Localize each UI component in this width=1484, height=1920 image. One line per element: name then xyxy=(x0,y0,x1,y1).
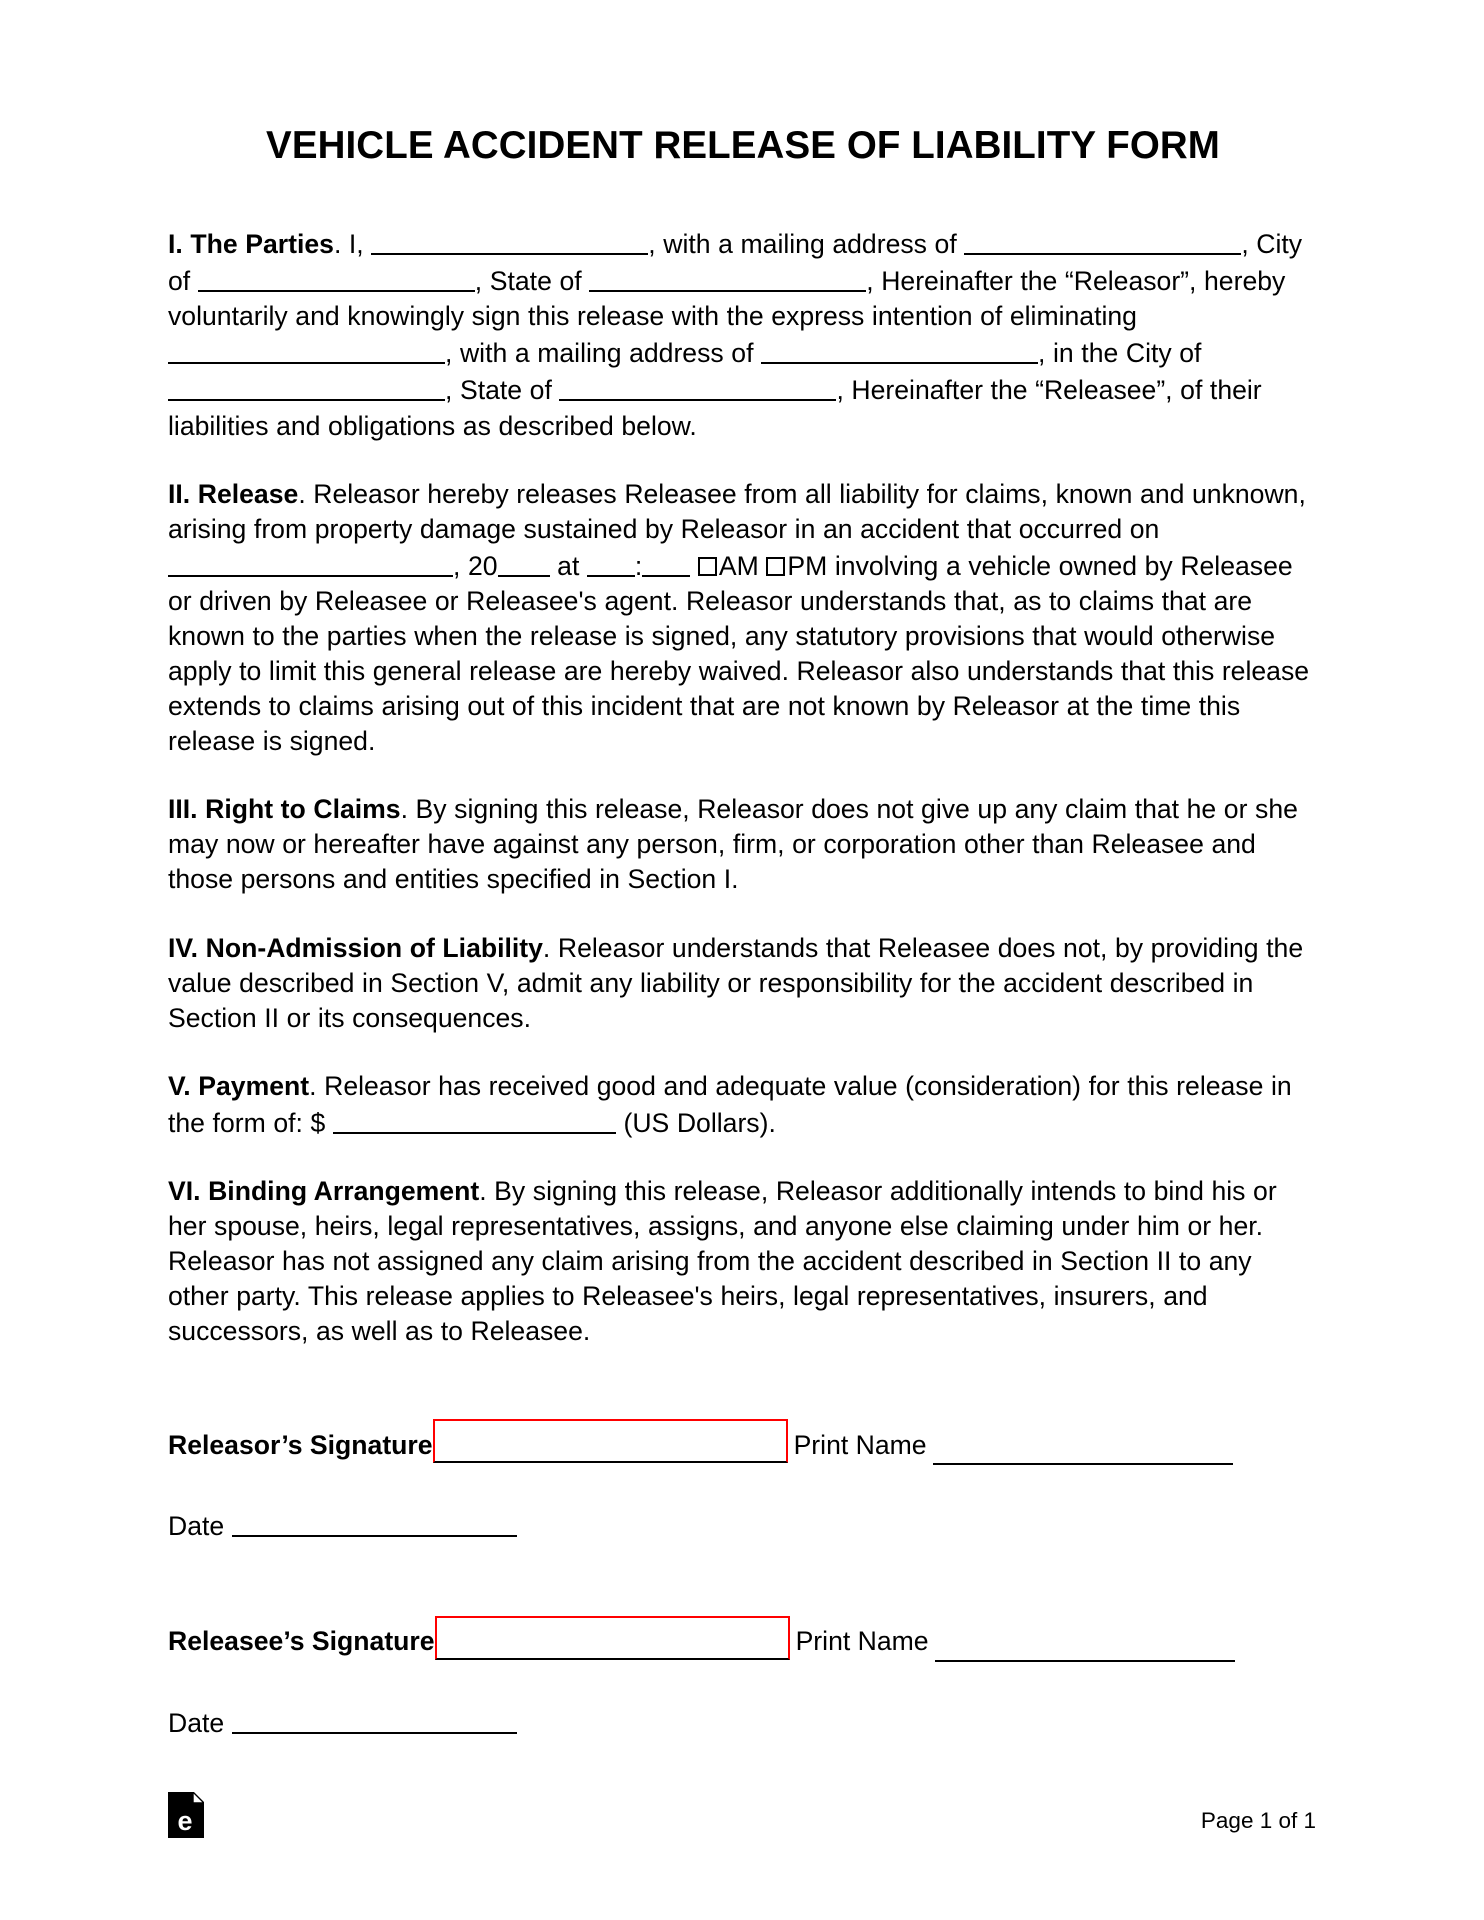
accident-minute-blank[interactable] xyxy=(642,547,690,577)
am-checkbox[interactable] xyxy=(698,557,717,576)
releasee-name-blank[interactable] xyxy=(168,334,445,364)
releasor-signature-field[interactable] xyxy=(433,1419,788,1463)
non-admission-body: . Releasor understands that Releasee does not, by providing the value described in Section V, admit any liability or responsibility for the accident described in Section II or its consequences. xyxy=(168,932,1304,1033)
releasee-date-blank[interactable] xyxy=(232,1704,517,1734)
section-payment xyxy=(168,1069,1318,1141)
accident-year-blank[interactable] xyxy=(498,547,550,577)
signature-area xyxy=(168,1349,1318,1739)
releasor-address-blank[interactable] xyxy=(964,225,1241,255)
releasor-print-name-label: Print Name xyxy=(793,1429,927,1460)
parties-text-1: . I, xyxy=(333,229,372,260)
releasor-signature-row xyxy=(168,1419,1318,1463)
document-content xyxy=(168,0,1318,1739)
binding-body: . By signing this release, Releasor additionally intends to bind his or her spouse, heirs, legal representatives, assigns, and anyone else claiming under him or her. Releasor has not assigned any claim arising from the accident described in Section II to any other party. This release applies to Releasee's heirs, legal representatives, insurers, and successors, as well as to Releasee. xyxy=(168,1175,1277,1347)
releasee-signature-row xyxy=(168,1616,1318,1660)
releasor-date-row xyxy=(168,1463,1318,1542)
section-non-admission xyxy=(168,931,1318,1036)
releasor-print-name-blank[interactable] xyxy=(933,1435,1233,1465)
spacer xyxy=(168,898,1318,931)
section-heading-right-to-claims: III. Right to Claims xyxy=(168,794,401,825)
parties-text-2: , with a mailing address of xyxy=(648,229,965,260)
section-right-to-claims xyxy=(168,792,1318,897)
section-heading-release: II. Release xyxy=(168,478,299,509)
release-text-2: , 20 xyxy=(453,550,498,581)
releasor-signature-label: Releasor’s Signature xyxy=(168,1429,433,1460)
releasee-signature-field[interactable] xyxy=(435,1616,790,1660)
spacer xyxy=(168,1542,1318,1616)
accident-date-blank[interactable] xyxy=(168,547,453,577)
releasor-name-blank[interactable] xyxy=(371,225,648,255)
parties-text-4: , State of xyxy=(474,266,590,297)
releasor-state-blank[interactable] xyxy=(589,262,866,292)
releasee-signature-label: Releasee’s Signature xyxy=(168,1626,435,1657)
releasee-city-blank[interactable] xyxy=(168,371,445,401)
release-text-4: : xyxy=(634,550,643,581)
spacer xyxy=(168,167,1318,225)
page-title: VEHICLE ACCIDENT RELEASE OF LIABILITY FORM xyxy=(266,124,1220,167)
eforms-logo-icon xyxy=(168,1792,204,1838)
releasee-date-row xyxy=(168,1660,1318,1739)
pm-checkbox[interactable] xyxy=(766,557,785,576)
parties-text-6: , with a mailing address of xyxy=(445,338,762,369)
spacer xyxy=(168,444,1318,477)
spacer xyxy=(168,1036,1318,1069)
eforms-logo-letter: e xyxy=(177,1806,193,1836)
parties-text-9: , Hereinafter the “Releasee”, of their liabilities and obligations as described below. xyxy=(168,375,1262,441)
section-binding-arrangement xyxy=(168,1174,1318,1349)
release-text-1: . Releasor hereby releases Releasee from all liability for claims, known and unknown, arising from property damage sustained by Releasor in an accident that occurred on xyxy=(168,478,1306,544)
section-heading-non-admission: IV. Non-Admission of Liability xyxy=(168,932,543,963)
section-release xyxy=(168,477,1318,760)
parties-text-3: , City of xyxy=(168,229,1303,297)
releasee-print-name-blank[interactable] xyxy=(935,1632,1235,1662)
section-heading-payment: V. Payment xyxy=(168,1070,310,1101)
payment-text-2: (US Dollars). xyxy=(615,1107,776,1138)
releasee-state-blank[interactable] xyxy=(559,371,836,401)
right-to-claims-body: . By signing this release, Releasor does not give up any claim that he or she may now or hereafter have against any person, firm, or corporation other than Releasee and those persons and entities specified in Section I. xyxy=(168,794,1298,895)
release-text-3: at xyxy=(549,550,587,581)
section-the-parties xyxy=(168,225,1318,443)
spacer xyxy=(168,759,1318,792)
parties-text-8: , State of xyxy=(445,375,560,406)
releasee-print-name-label: Print Name xyxy=(795,1626,929,1657)
section-heading-binding: VI. Binding Arrangement xyxy=(168,1175,480,1206)
accident-hour-blank[interactable] xyxy=(587,547,635,577)
spacer xyxy=(168,1141,1318,1174)
parties-text-7: , in the City of xyxy=(1038,338,1202,369)
payment-amount-blank[interactable] xyxy=(333,1104,616,1134)
parties-text-5: , Hereinafter the “Releasor”, hereby voluntarily and knowingly sign this release with the express intention of eliminating xyxy=(168,266,1286,332)
page-number: Page 1 of 1 xyxy=(1200,1808,1316,1833)
payment-text-1: . Releasor has received good and adequate value (consideration) for this release in the form of: $ xyxy=(168,1070,1292,1138)
page-footer xyxy=(168,1770,1316,1920)
releasor-date-blank[interactable] xyxy=(232,1507,517,1537)
release-text-5: involving a vehicle owned by Releasee or driven by Releasee or Releasee's agent. Releasor understands that, as to claims that are known to the parties when the release is signed, any statutory provisions that would otherwise apply to limit this general release are hereby waived. Releasor also understands that this release extends to claims arising out of this incident that are not known by Releasor at the time this release is signed. xyxy=(168,550,1310,757)
releasor-city-blank[interactable] xyxy=(198,262,475,292)
pm-label: PM xyxy=(787,550,828,581)
section-heading-parties: I. The Parties xyxy=(168,229,334,260)
releasor-date-label: Date xyxy=(168,1511,225,1542)
am-label: AM xyxy=(718,550,759,581)
releasee-date-label: Date xyxy=(168,1708,225,1739)
releasee-address-blank[interactable] xyxy=(761,334,1038,364)
